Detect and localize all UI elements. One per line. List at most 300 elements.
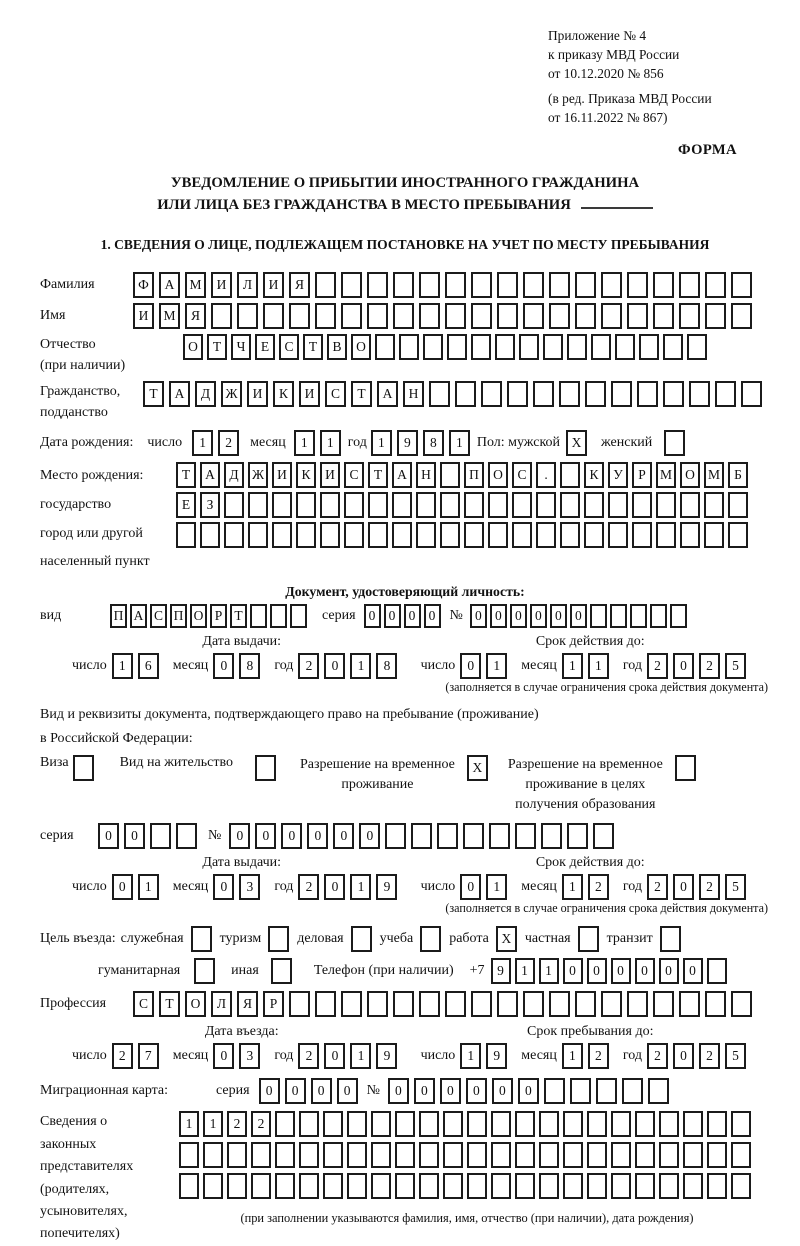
edu-residence-checkbox[interactable] (675, 755, 696, 781)
char-cell[interactable] (371, 1142, 391, 1168)
char-cell[interactable] (515, 1111, 535, 1137)
char-cell[interactable] (585, 381, 606, 407)
char-cell[interactable] (563, 1111, 583, 1137)
char-cell[interactable] (464, 492, 484, 518)
char-cell[interactable] (429, 381, 450, 407)
char-cell[interactable] (227, 1173, 247, 1199)
char-cell[interactable]: Ж (248, 462, 268, 488)
char-cell[interactable] (587, 1142, 607, 1168)
char-cell[interactable] (560, 462, 580, 488)
char-cell[interactable]: 8 (423, 430, 444, 456)
char-cell[interactable] (371, 1111, 391, 1137)
char-cell[interactable] (471, 272, 492, 298)
char-cell[interactable]: 1 (112, 653, 133, 679)
char-cell[interactable] (491, 1173, 511, 1199)
char-cell[interactable]: А (169, 381, 190, 407)
char-cell[interactable] (663, 334, 683, 360)
char-cell[interactable]: Т (368, 462, 388, 488)
char-cell[interactable] (179, 1142, 199, 1168)
char-cell[interactable] (659, 1111, 679, 1137)
char-cell[interactable] (179, 1173, 199, 1199)
char-cell[interactable] (367, 991, 388, 1017)
char-cell[interactable]: 0 (570, 604, 587, 628)
char-cell[interactable] (704, 492, 724, 518)
char-cell[interactable] (707, 1111, 727, 1137)
char-cell[interactable] (615, 334, 635, 360)
char-cell[interactable] (299, 1111, 319, 1137)
char-cell[interactable]: А (377, 381, 398, 407)
char-cell[interactable]: 0 (673, 1043, 694, 1069)
char-cell[interactable] (445, 272, 466, 298)
sex-female-checkbox[interactable] (664, 430, 685, 456)
char-cell[interactable]: Е (176, 492, 196, 518)
char-cell[interactable]: 2 (647, 874, 668, 900)
char-cell[interactable] (367, 303, 388, 329)
char-cell[interactable] (489, 823, 510, 849)
char-cell[interactable]: Р (263, 991, 284, 1017)
char-cell[interactable] (497, 303, 518, 329)
char-cell[interactable] (224, 522, 244, 548)
char-cell[interactable]: 1 (460, 1043, 481, 1069)
char-cell[interactable]: 0 (324, 1043, 345, 1069)
char-cell[interactable]: 0 (470, 604, 487, 628)
char-cell[interactable] (289, 303, 310, 329)
visa-checkbox[interactable] (73, 755, 94, 781)
char-cell[interactable]: 2 (112, 1043, 133, 1069)
char-cell[interactable] (663, 381, 684, 407)
char-cell[interactable] (637, 381, 658, 407)
purpose-transit-checkbox[interactable] (660, 926, 681, 952)
char-cell[interactable] (150, 823, 171, 849)
char-cell[interactable]: 1 (350, 874, 371, 900)
char-cell[interactable]: А (200, 462, 220, 488)
char-cell[interactable] (584, 492, 604, 518)
char-cell[interactable] (275, 1111, 295, 1137)
char-cell[interactable]: 8 (376, 653, 397, 679)
char-cell[interactable]: 2 (298, 874, 319, 900)
char-cell[interactable]: 2 (251, 1111, 271, 1137)
char-cell[interactable] (371, 1173, 391, 1199)
char-cell[interactable]: 2 (298, 653, 319, 679)
char-cell[interactable] (491, 1111, 511, 1137)
char-cell[interactable] (296, 522, 316, 548)
char-cell[interactable]: М (185, 272, 206, 298)
char-cell[interactable] (347, 1142, 367, 1168)
char-cell[interactable]: Е (255, 334, 275, 360)
char-cell[interactable]: 2 (699, 1043, 720, 1069)
char-cell[interactable]: 0 (285, 1078, 306, 1104)
char-cell[interactable]: 1 (486, 653, 507, 679)
char-cell[interactable]: 0 (337, 1078, 358, 1104)
char-cell[interactable] (627, 272, 648, 298)
char-cell[interactable]: 2 (227, 1111, 247, 1137)
char-cell[interactable] (683, 1173, 703, 1199)
char-cell[interactable]: У (608, 462, 628, 488)
char-cell[interactable]: 1 (515, 958, 535, 984)
char-cell[interactable]: С (325, 381, 346, 407)
char-cell[interactable] (440, 492, 460, 518)
char-cell[interactable] (630, 604, 647, 628)
char-cell[interactable]: 0 (518, 1078, 539, 1104)
char-cell[interactable]: 7 (138, 1043, 159, 1069)
char-cell[interactable] (523, 272, 544, 298)
char-cell[interactable] (596, 1078, 617, 1104)
char-cell[interactable] (411, 823, 432, 849)
char-cell[interactable]: 0 (490, 604, 507, 628)
char-cell[interactable] (368, 522, 388, 548)
char-cell[interactable]: 0 (307, 823, 328, 849)
char-cell[interactable] (481, 381, 502, 407)
char-cell[interactable] (632, 492, 652, 518)
purpose-private-checkbox[interactable] (578, 926, 599, 952)
char-cell[interactable] (299, 1173, 319, 1199)
char-cell[interactable]: С (512, 462, 532, 488)
char-cell[interactable]: 0 (112, 874, 133, 900)
char-cell[interactable] (687, 334, 707, 360)
char-cell[interactable] (323, 1173, 343, 1199)
char-cell[interactable]: 5 (725, 874, 746, 900)
char-cell[interactable] (731, 1142, 751, 1168)
char-cell[interactable] (315, 303, 336, 329)
char-cell[interactable] (512, 492, 532, 518)
char-cell[interactable] (575, 272, 596, 298)
char-cell[interactable]: 0 (635, 958, 655, 984)
char-cell[interactable]: М (704, 462, 724, 488)
char-cell[interactable]: И (133, 303, 154, 329)
char-cell[interactable]: М (656, 462, 676, 488)
char-cell[interactable]: 0 (124, 823, 145, 849)
char-cell[interactable]: 2 (699, 874, 720, 900)
char-cell[interactable] (707, 1142, 727, 1168)
char-cell[interactable]: 3 (239, 874, 260, 900)
char-cell[interactable] (680, 522, 700, 548)
char-cell[interactable]: 1 (486, 874, 507, 900)
char-cell[interactable] (289, 991, 310, 1017)
char-cell[interactable] (315, 272, 336, 298)
char-cell[interactable] (211, 303, 232, 329)
purpose-tourism-checkbox[interactable] (268, 926, 289, 952)
char-cell[interactable] (251, 1142, 271, 1168)
char-cell[interactable]: Н (403, 381, 424, 407)
char-cell[interactable] (559, 381, 580, 407)
char-cell[interactable]: 0 (563, 958, 583, 984)
char-cell[interactable]: Т (143, 381, 164, 407)
char-cell[interactable] (523, 303, 544, 329)
char-cell[interactable] (440, 462, 460, 488)
char-cell[interactable] (419, 303, 440, 329)
char-cell[interactable] (731, 1111, 751, 1137)
char-cell[interactable]: Н (416, 462, 436, 488)
char-cell[interactable]: Ч (231, 334, 251, 360)
char-cell[interactable]: 0 (324, 653, 345, 679)
char-cell[interactable]: 0 (424, 604, 441, 628)
char-cell[interactable]: 1 (350, 653, 371, 679)
char-cell[interactable] (591, 334, 611, 360)
char-cell[interactable] (471, 303, 492, 329)
char-cell[interactable] (248, 492, 268, 518)
char-cell[interactable]: 0 (324, 874, 345, 900)
char-cell[interactable] (323, 1111, 343, 1137)
char-cell[interactable]: 5 (725, 653, 746, 679)
char-cell[interactable] (705, 303, 726, 329)
char-cell[interactable] (399, 334, 419, 360)
char-cell[interactable] (393, 272, 414, 298)
char-cell[interactable]: 0 (384, 604, 401, 628)
char-cell[interactable] (488, 492, 508, 518)
char-cell[interactable] (704, 522, 724, 548)
char-cell[interactable] (544, 1078, 565, 1104)
char-cell[interactable] (680, 492, 700, 518)
char-cell[interactable]: 0 (333, 823, 354, 849)
char-cell[interactable] (533, 381, 554, 407)
char-cell[interactable]: 0 (440, 1078, 461, 1104)
char-cell[interactable] (367, 272, 388, 298)
char-cell[interactable] (263, 303, 284, 329)
temp-residence-checkbox[interactable]: X (467, 755, 488, 781)
char-cell[interactable]: 0 (364, 604, 381, 628)
char-cell[interactable] (251, 1173, 271, 1199)
char-cell[interactable]: А (130, 604, 147, 628)
char-cell[interactable] (447, 334, 467, 360)
char-cell[interactable]: Ж (221, 381, 242, 407)
char-cell[interactable]: 2 (218, 430, 239, 456)
char-cell[interactable] (541, 823, 562, 849)
char-cell[interactable]: 0 (611, 958, 631, 984)
char-cell[interactable] (653, 272, 674, 298)
char-cell[interactable] (683, 1111, 703, 1137)
char-cell[interactable] (731, 272, 752, 298)
char-cell[interactable]: Л (237, 272, 258, 298)
char-cell[interactable] (587, 1173, 607, 1199)
char-cell[interactable] (590, 604, 607, 628)
char-cell[interactable]: С (344, 462, 364, 488)
char-cell[interactable] (601, 991, 622, 1017)
char-cell[interactable] (347, 1173, 367, 1199)
char-cell[interactable] (593, 823, 614, 849)
char-cell[interactable]: 9 (486, 1043, 507, 1069)
char-cell[interactable]: З (200, 492, 220, 518)
char-cell[interactable] (543, 334, 563, 360)
char-cell[interactable] (440, 522, 460, 548)
char-cell[interactable] (419, 1111, 439, 1137)
char-cell[interactable] (512, 522, 532, 548)
char-cell[interactable] (608, 522, 628, 548)
char-cell[interactable]: 0 (213, 1043, 234, 1069)
char-cell[interactable] (656, 492, 676, 518)
char-cell[interactable]: 0 (673, 653, 694, 679)
char-cell[interactable]: 0 (388, 1078, 409, 1104)
char-cell[interactable]: В (327, 334, 347, 360)
char-cell[interactable]: 1 (294, 430, 315, 456)
char-cell[interactable] (275, 1142, 295, 1168)
char-cell[interactable]: Я (185, 303, 206, 329)
char-cell[interactable] (653, 991, 674, 1017)
char-cell[interactable] (200, 522, 220, 548)
char-cell[interactable]: О (488, 462, 508, 488)
char-cell[interactable]: 1 (539, 958, 559, 984)
char-cell[interactable]: Т (351, 381, 372, 407)
char-cell[interactable] (385, 823, 406, 849)
char-cell[interactable]: 9 (491, 958, 511, 984)
char-cell[interactable]: 0 (311, 1078, 332, 1104)
char-cell[interactable]: И (320, 462, 340, 488)
char-cell[interactable] (445, 991, 466, 1017)
char-cell[interactable]: К (296, 462, 316, 488)
char-cell[interactable]: И (299, 381, 320, 407)
char-cell[interactable]: С (133, 991, 154, 1017)
char-cell[interactable]: 3 (239, 1043, 260, 1069)
char-cell[interactable]: 0 (213, 874, 234, 900)
char-cell[interactable] (419, 272, 440, 298)
residence-permit-checkbox[interactable] (255, 755, 276, 781)
char-cell[interactable]: Т (176, 462, 196, 488)
char-cell[interactable] (347, 1111, 367, 1137)
char-cell[interactable] (443, 1173, 463, 1199)
char-cell[interactable] (650, 604, 667, 628)
char-cell[interactable] (610, 604, 627, 628)
char-cell[interactable]: О (351, 334, 371, 360)
char-cell[interactable]: А (392, 462, 412, 488)
char-cell[interactable]: Б (728, 462, 748, 488)
char-cell[interactable]: 1 (588, 653, 609, 679)
char-cell[interactable] (523, 991, 544, 1017)
char-cell[interactable]: 1 (320, 430, 341, 456)
char-cell[interactable] (443, 1142, 463, 1168)
char-cell[interactable] (549, 272, 570, 298)
char-cell[interactable]: П (110, 604, 127, 628)
char-cell[interactable] (323, 1142, 343, 1168)
char-cell[interactable] (488, 522, 508, 548)
char-cell[interactable] (437, 823, 458, 849)
char-cell[interactable]: Т (303, 334, 323, 360)
char-cell[interactable] (275, 1173, 295, 1199)
purpose-humanitarian-checkbox[interactable] (194, 958, 215, 984)
char-cell[interactable] (224, 492, 244, 518)
char-cell[interactable] (515, 823, 536, 849)
char-cell[interactable] (584, 522, 604, 548)
char-cell[interactable] (639, 334, 659, 360)
char-cell[interactable]: 1 (203, 1111, 223, 1137)
char-cell[interactable] (632, 522, 652, 548)
char-cell[interactable] (659, 1173, 679, 1199)
char-cell[interactable]: 5 (725, 1043, 746, 1069)
char-cell[interactable]: 9 (376, 1043, 397, 1069)
char-cell[interactable] (539, 1173, 559, 1199)
char-cell[interactable] (575, 991, 596, 1017)
char-cell[interactable]: 0 (510, 604, 527, 628)
char-cell[interactable] (731, 303, 752, 329)
char-cell[interactable] (536, 492, 556, 518)
char-cell[interactable]: 2 (647, 1043, 668, 1069)
char-cell[interactable] (648, 1078, 669, 1104)
char-cell[interactable] (627, 303, 648, 329)
char-cell[interactable] (272, 492, 292, 518)
char-cell[interactable]: 1 (138, 874, 159, 900)
char-cell[interactable]: Я (289, 272, 310, 298)
char-cell[interactable] (601, 272, 622, 298)
char-cell[interactable] (419, 1173, 439, 1199)
char-cell[interactable]: О (190, 604, 207, 628)
char-cell[interactable]: 0 (673, 874, 694, 900)
char-cell[interactable]: 0 (229, 823, 250, 849)
purpose-work-checkbox[interactable]: X (496, 926, 517, 952)
char-cell[interactable]: 0 (259, 1078, 280, 1104)
char-cell[interactable] (455, 381, 476, 407)
purpose-study-checkbox[interactable] (420, 926, 441, 952)
char-cell[interactable]: М (159, 303, 180, 329)
char-cell[interactable] (419, 1142, 439, 1168)
char-cell[interactable] (497, 272, 518, 298)
char-cell[interactable]: 0 (659, 958, 679, 984)
char-cell[interactable] (611, 1111, 631, 1137)
char-cell[interactable] (392, 522, 412, 548)
char-cell[interactable] (467, 1111, 487, 1137)
char-cell[interactable] (471, 334, 491, 360)
char-cell[interactable] (375, 334, 395, 360)
char-cell[interactable]: А (159, 272, 180, 298)
char-cell[interactable] (344, 522, 364, 548)
char-cell[interactable]: 0 (587, 958, 607, 984)
char-cell[interactable] (341, 303, 362, 329)
char-cell[interactable] (608, 492, 628, 518)
char-cell[interactable] (392, 492, 412, 518)
char-cell[interactable] (549, 303, 570, 329)
char-cell[interactable] (395, 1173, 415, 1199)
char-cell[interactable]: 1 (449, 430, 470, 456)
char-cell[interactable] (296, 492, 316, 518)
char-cell[interactable]: 1 (192, 430, 213, 456)
char-cell[interactable] (423, 334, 443, 360)
char-cell[interactable] (341, 991, 362, 1017)
char-cell[interactable]: И (247, 381, 268, 407)
char-cell[interactable]: 1 (562, 653, 583, 679)
char-cell[interactable]: Т (230, 604, 247, 628)
char-cell[interactable] (627, 991, 648, 1017)
char-cell[interactable]: Д (224, 462, 244, 488)
char-cell[interactable]: 0 (98, 823, 119, 849)
char-cell[interactable] (176, 522, 196, 548)
char-cell[interactable] (656, 522, 676, 548)
char-cell[interactable] (570, 1078, 591, 1104)
char-cell[interactable]: И (263, 272, 284, 298)
char-cell[interactable]: 2 (298, 1043, 319, 1069)
char-cell[interactable] (176, 823, 197, 849)
char-cell[interactable]: О (183, 334, 203, 360)
char-cell[interactable] (563, 1173, 583, 1199)
char-cell[interactable]: Т (207, 334, 227, 360)
char-cell[interactable] (567, 334, 587, 360)
char-cell[interactable] (299, 1142, 319, 1168)
char-cell[interactable] (515, 1173, 535, 1199)
char-cell[interactable]: 1 (562, 874, 583, 900)
char-cell[interactable] (679, 991, 700, 1017)
char-cell[interactable]: О (185, 991, 206, 1017)
char-cell[interactable] (659, 1142, 679, 1168)
char-cell[interactable]: 0 (414, 1078, 435, 1104)
char-cell[interactable]: 2 (647, 653, 668, 679)
char-cell[interactable] (416, 522, 436, 548)
char-cell[interactable]: 2 (588, 874, 609, 900)
char-cell[interactable]: 0 (359, 823, 380, 849)
char-cell[interactable] (683, 1142, 703, 1168)
char-cell[interactable] (679, 272, 700, 298)
char-cell[interactable] (741, 381, 762, 407)
char-cell[interactable]: 2 (699, 653, 720, 679)
char-cell[interactable] (622, 1078, 643, 1104)
char-cell[interactable] (368, 492, 388, 518)
char-cell[interactable]: Т (159, 991, 180, 1017)
char-cell[interactable]: С (150, 604, 167, 628)
